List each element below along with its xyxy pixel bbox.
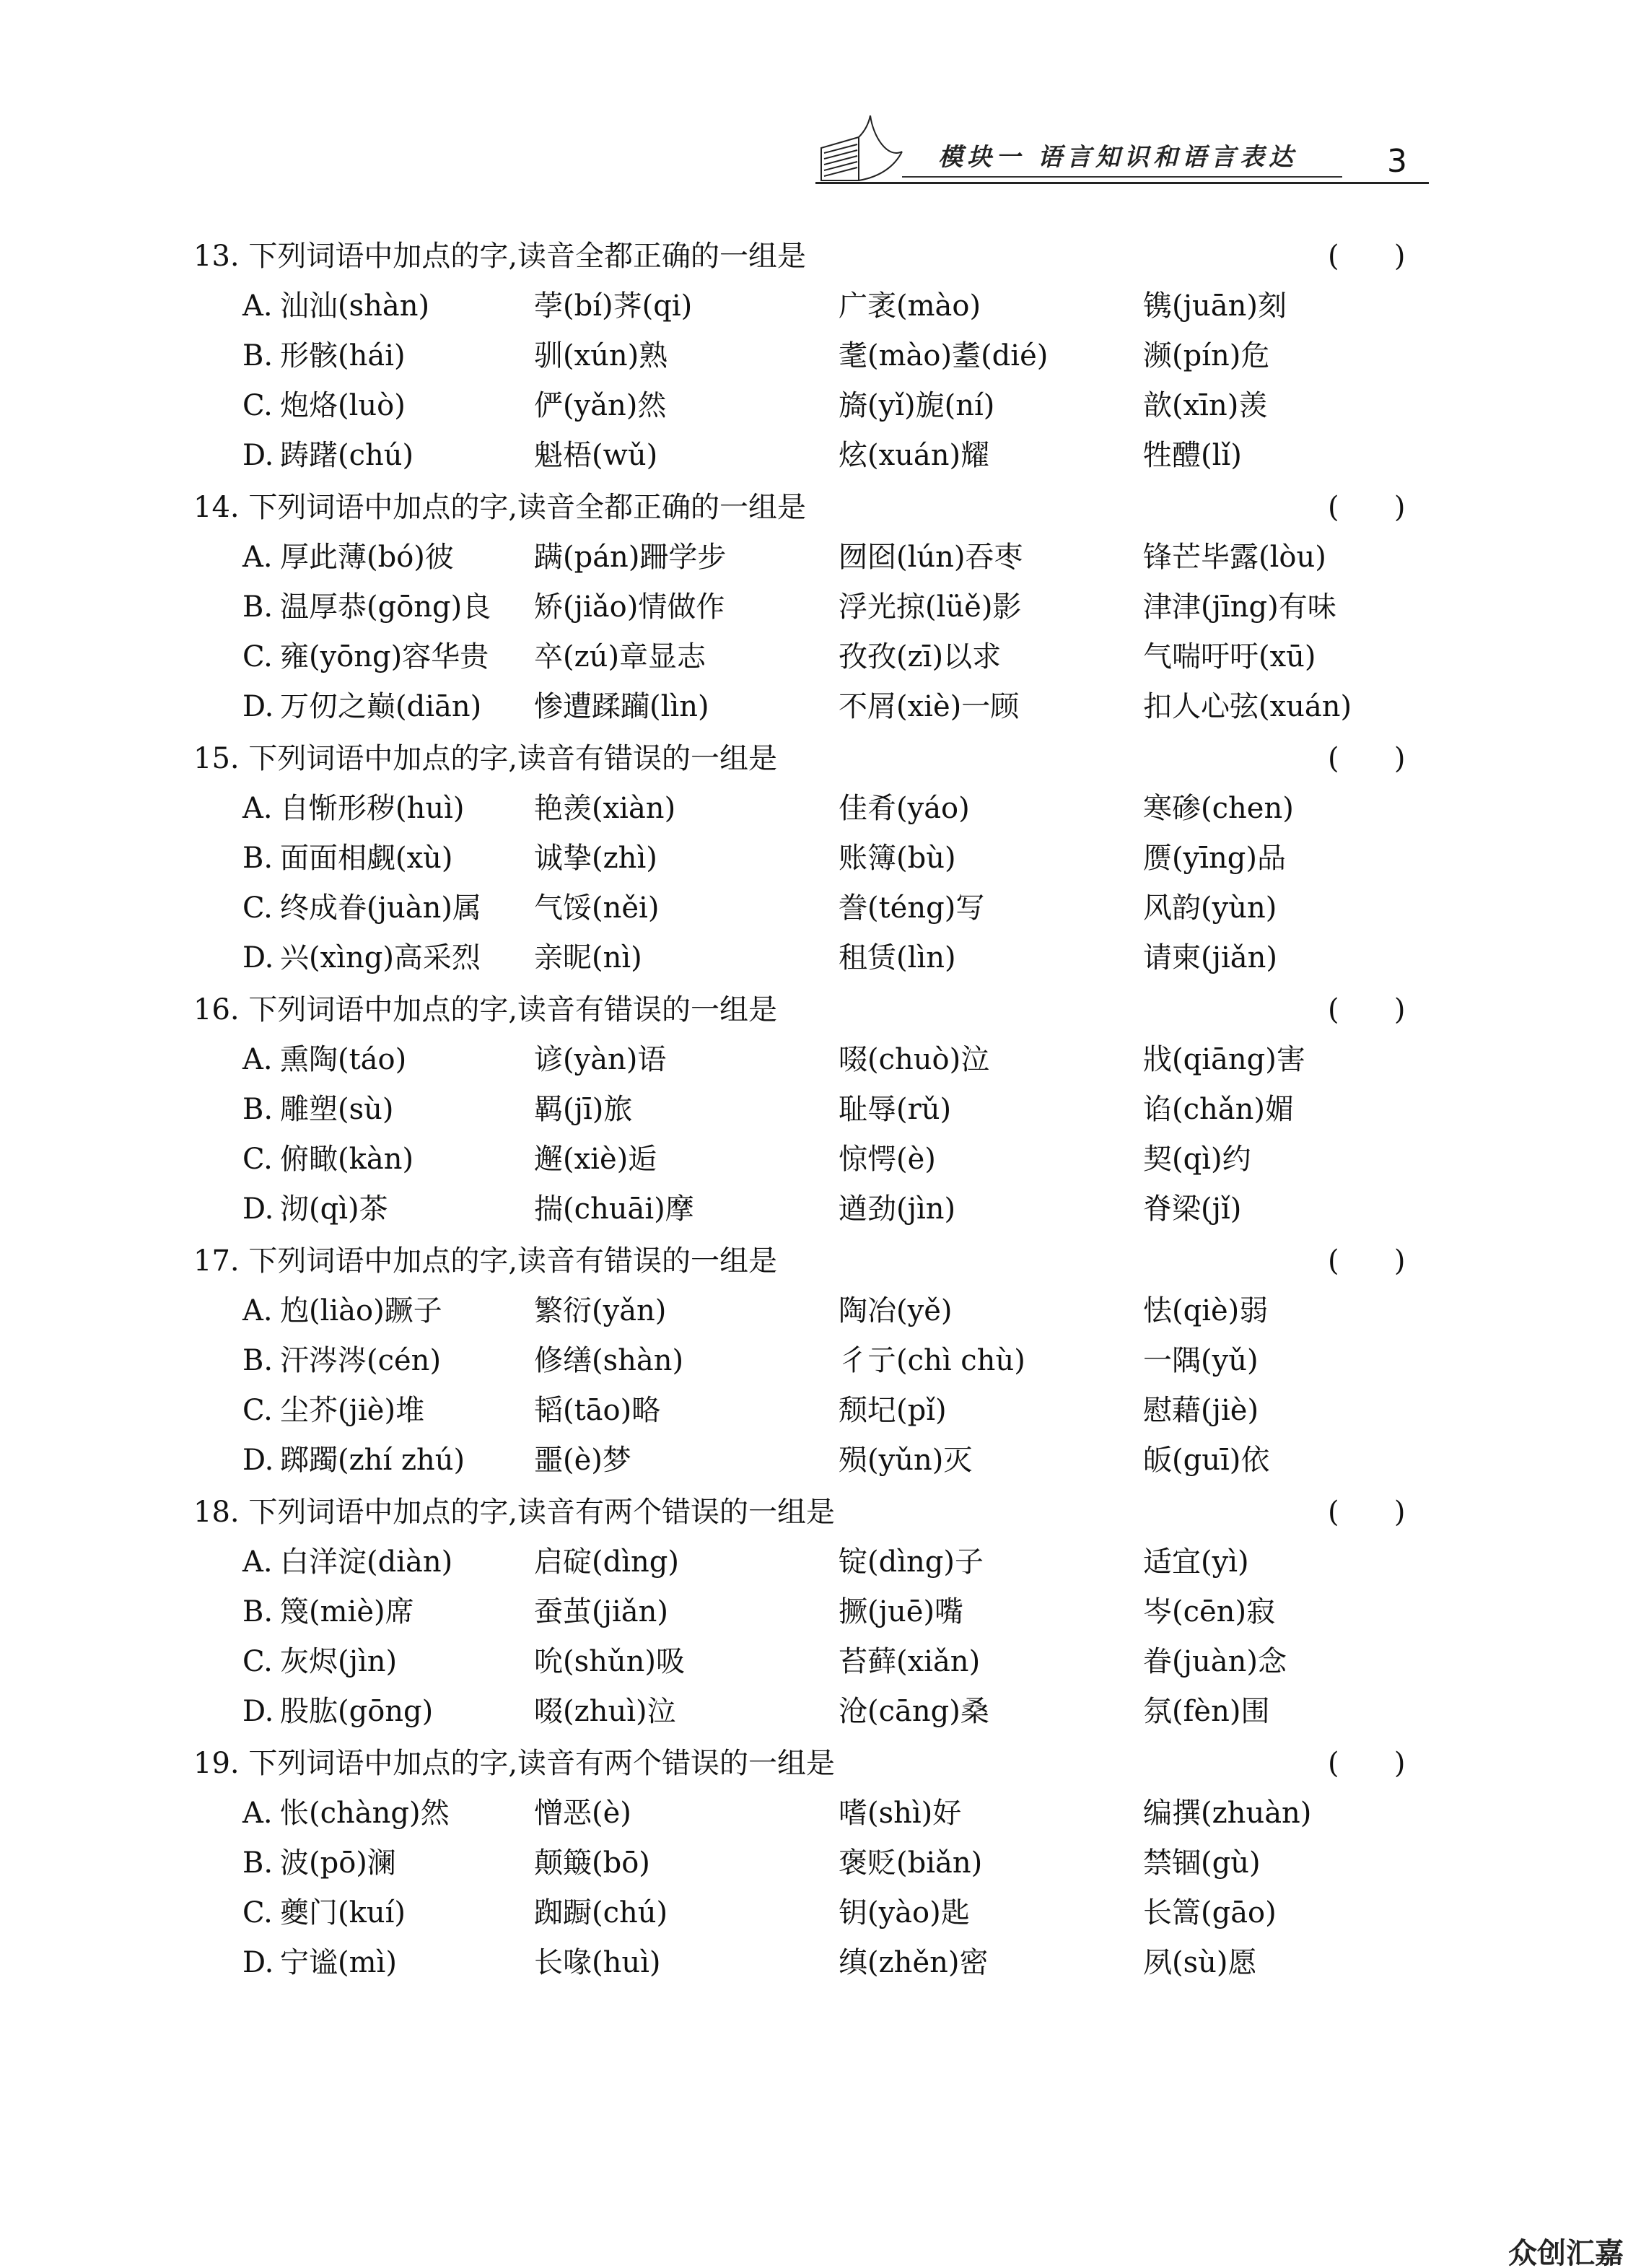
option-d[interactable]	[0, 1945, 1628, 1981]
option-label: C.	[242, 1645, 273, 1678]
option-item: 气馁(něi)	[534, 891, 660, 925]
option-label: C.	[242, 1896, 273, 1929]
option-b[interactable]	[0, 1343, 1628, 1379]
option-c[interactable]	[0, 639, 1628, 675]
option-item: 濒(pín)危	[1143, 339, 1270, 372]
option-item: 兴(xìng)高采烈	[280, 941, 481, 974]
option-item: 熏陶(táo)	[280, 1043, 407, 1076]
option-item: 启碇(dìng)	[534, 1545, 679, 1579]
option-item: 扣人心弦(xuán)	[1143, 690, 1352, 723]
option-item: 噩(è)梦	[534, 1444, 631, 1477]
option-item: 怯(qiè)弱	[1143, 1294, 1269, 1327]
option-item: 揣(chuāi)摩	[534, 1192, 694, 1226]
option-label: C.	[242, 891, 273, 925]
option-label: B.	[242, 339, 273, 372]
option-item: 遒劲(jìn)	[839, 1192, 956, 1226]
question-13	[0, 238, 1628, 489]
option-label: D.	[242, 1695, 274, 1728]
book-stack-icon	[815, 108, 916, 184]
option-d[interactable]	[0, 1191, 1628, 1227]
option-item: 踯躅(zhí zhú)	[280, 1444, 465, 1477]
option-item: 账簿(bù)	[839, 842, 956, 875]
option-label: C.	[242, 1143, 273, 1176]
option-item: 缜(zhěn)密	[839, 1946, 989, 1979]
page-header	[815, 108, 1429, 188]
option-item: 温厚恭(gōng)良	[280, 590, 491, 624]
option-item: 褒贬(biǎn)	[839, 1846, 983, 1880]
option-item: 撅(juē)嘴	[839, 1595, 964, 1628]
option-c[interactable]	[0, 1644, 1628, 1680]
option-a[interactable]	[0, 1795, 1628, 1831]
option-item: 皈(guī)依	[1143, 1444, 1270, 1477]
question-16	[0, 992, 1628, 1243]
option-item: 怅(chàng)然	[280, 1797, 450, 1830]
option-item: 一隅(yǔ)	[1143, 1344, 1259, 1377]
option-item: 镌(juān)刻	[1143, 289, 1287, 323]
option-item: 股肱(gōng)	[280, 1695, 434, 1728]
option-d[interactable]	[0, 940, 1628, 976]
option-item: 誊(téng)写	[839, 891, 985, 925]
question-stem: 19. 下列词语中加点的字,读音有两个错误的一组是	[193, 1747, 836, 1780]
option-item: 雕塑(sù)	[280, 1093, 394, 1126]
question-18	[0, 1494, 1628, 1745]
option-b[interactable]	[0, 1845, 1628, 1881]
option-item: 氛(fèn)围	[1143, 1695, 1270, 1728]
option-item: 邂(xiè)逅	[534, 1143, 657, 1176]
option-label: A.	[242, 289, 273, 323]
option-item: 夔门(kuí)	[280, 1896, 406, 1929]
option-label: D.	[242, 690, 274, 723]
page-number: 3	[1387, 143, 1407, 180]
option-a[interactable]	[0, 288, 1628, 324]
option-item: 脊梁(jǐ)	[1143, 1192, 1242, 1226]
option-item: 津津(jīng)有味	[1143, 590, 1336, 624]
option-label: C.	[242, 389, 273, 422]
option-label: D.	[242, 1444, 274, 1477]
option-item: 炫(xuán)耀	[839, 439, 990, 472]
option-item: 寒碜(chen)	[1143, 792, 1294, 825]
option-label: D.	[242, 439, 274, 472]
option-item: 禁锢(gù)	[1143, 1846, 1261, 1880]
option-item: 慰藉(jiè)	[1143, 1394, 1259, 1427]
option-item: 啜(zhuì)泣	[534, 1695, 676, 1728]
header-rule	[815, 182, 1429, 184]
option-item: 旖(yǐ)旎(ní)	[839, 389, 995, 422]
option-item: 长喙(huì)	[534, 1946, 661, 1979]
option-item: 囫囵(lún)吞枣	[839, 541, 1023, 574]
option-label: B.	[242, 1595, 273, 1628]
header-rule-thin	[902, 176, 1342, 178]
question-15	[0, 741, 1628, 992]
option-item: 繁衍(yǎn)	[534, 1294, 667, 1327]
option-item: 广袤(mào)	[839, 289, 981, 323]
option-item: 夙(sù)愿	[1143, 1946, 1257, 1979]
option-item: 炮烙(luò)	[280, 389, 406, 422]
question-stem: 18. 下列词语中加点的字,读音有两个错误的一组是	[193, 1496, 836, 1529]
question-stem: 17. 下列词语中加点的字,读音有错误的一组是	[193, 1244, 778, 1278]
option-c[interactable]	[0, 1141, 1628, 1177]
option-a[interactable]	[0, 539, 1628, 575]
option-item: 魁梧(wǔ)	[534, 439, 658, 472]
option-item: 佳肴(yáo)	[839, 792, 970, 825]
option-c[interactable]	[0, 1895, 1628, 1931]
option-item: 租赁(lìn)	[839, 941, 956, 974]
option-item: 赝(yīng)品	[1143, 842, 1286, 875]
option-item: 耻辱(rǔ)	[839, 1093, 952, 1126]
question-stem: 15. 下列词语中加点的字,读音有错误的一组是	[193, 742, 778, 775]
option-label: B.	[242, 590, 273, 624]
option-d[interactable]	[0, 437, 1628, 474]
option-d[interactable]	[0, 1442, 1628, 1478]
option-item: 尥(liào)蹶子	[280, 1294, 442, 1327]
option-label: C.	[242, 1394, 273, 1427]
option-item: 驯(xún)熟	[534, 339, 668, 372]
option-label: B.	[242, 1093, 273, 1126]
option-item: 惊愕(è)	[839, 1143, 936, 1176]
option-item: 灰烬(jìn)	[280, 1645, 398, 1678]
question-stem: 16. 下列词语中加点的字,读音有错误的一组是	[193, 993, 778, 1026]
option-d[interactable]	[0, 689, 1628, 725]
option-item: 厚此薄(bó)彼	[280, 541, 454, 574]
option-item: 吮(shǔn)吸	[534, 1645, 686, 1678]
option-b[interactable]	[0, 589, 1628, 625]
option-item: 彳亍(chì chù)	[839, 1344, 1025, 1377]
option-a[interactable]	[0, 1544, 1628, 1580]
option-item: 矫(jiǎo)情做作	[534, 590, 725, 624]
option-item: 适宜(yì)	[1143, 1545, 1249, 1579]
option-item: 踟蹰(chú)	[534, 1896, 668, 1929]
option-item: 诚挚(zhì)	[534, 842, 657, 875]
option-label: A.	[242, 1043, 273, 1076]
option-c[interactable]	[0, 890, 1628, 926]
option-a[interactable]	[0, 1042, 1628, 1078]
option-label: B.	[242, 1846, 273, 1880]
option-item: 孜孜(zī)以求	[839, 640, 1002, 673]
question-19	[0, 1745, 1628, 1997]
option-item: 啜(chuò)泣	[839, 1043, 990, 1076]
option-item: 万仞之巅(diān)	[280, 690, 482, 723]
option-item: 面面相觑(xù)	[280, 842, 453, 875]
option-item: 艳羡(xiàn)	[534, 792, 676, 825]
option-label: A.	[242, 541, 273, 574]
option-item: 蚕茧(jiǎn)	[534, 1595, 669, 1628]
option-item: 终成眷(juàn)属	[280, 891, 481, 925]
option-item: 眷(juàn)念	[1143, 1645, 1287, 1678]
option-b[interactable]	[0, 1091, 1628, 1128]
option-item: 沏(qì)茶	[280, 1192, 388, 1226]
question-stem: 13. 下列词语中加点的字,读音全都正确的一组是	[193, 240, 807, 273]
option-b[interactable]	[0, 1594, 1628, 1630]
option-label: B.	[242, 1344, 273, 1377]
option-label: B.	[242, 842, 273, 875]
option-a[interactable]	[0, 790, 1628, 826]
option-item: 白洋淀(diàn)	[280, 1545, 453, 1579]
option-item: 波(pō)澜	[280, 1846, 396, 1880]
option-item: 嗜(shì)好	[839, 1797, 962, 1830]
option-label: A.	[242, 1545, 273, 1579]
option-b[interactable]	[0, 840, 1628, 876]
option-item: 苔藓(xiǎn)	[839, 1645, 981, 1678]
option-item: 颓圮(pǐ)	[839, 1394, 947, 1427]
option-item: 歆(xīn)羡	[1143, 389, 1268, 422]
question-stem: 14. 下列词语中加点的字,读音全都正确的一组是	[193, 491, 807, 524]
option-item: 羁(jī)旅	[534, 1093, 633, 1126]
option-item: 谚(yàn)语	[534, 1043, 667, 1076]
option-item: 编撰(zhuàn)	[1143, 1797, 1312, 1830]
answer-blank[interactable]: ( )	[1328, 1496, 1406, 1529]
option-item: 尘芥(jiè)堆	[280, 1394, 425, 1427]
option-item: 蹒(pán)跚学步	[534, 541, 727, 574]
option-d[interactable]	[0, 1693, 1628, 1730]
question-14	[0, 489, 1628, 741]
option-label: D.	[242, 941, 274, 974]
option-item: 颠簸(bō)	[534, 1846, 650, 1880]
option-item: 荸(bí)荠(qi)	[534, 289, 693, 323]
option-item: 汕汕(shàn)	[280, 289, 430, 323]
answer-blank[interactable]: ( )	[1328, 742, 1406, 775]
option-item: 形骸(hái)	[280, 339, 406, 372]
option-label: D.	[242, 1946, 274, 1979]
option-item: 气喘吁吁(xū)	[1143, 640, 1316, 673]
option-item: 浮光掠(lüě)影	[839, 590, 1022, 624]
answer-blank[interactable]: ( )	[1328, 491, 1406, 524]
option-item: 陶冶(yě)	[839, 1294, 953, 1327]
option-item: 惨遭蹂躏(lìn)	[534, 690, 709, 723]
option-label: A.	[242, 1797, 273, 1830]
answer-blank[interactable]: ( )	[1328, 1747, 1406, 1780]
option-item: 戕(qiāng)害	[1143, 1043, 1305, 1076]
option-c[interactable]	[0, 388, 1628, 424]
option-item: 憎恶(è)	[534, 1797, 631, 1830]
option-label: D.	[242, 1192, 274, 1226]
option-item: 俯瞰(kàn)	[280, 1143, 414, 1176]
option-item: 俨(yǎn)然	[534, 389, 667, 422]
option-item: 钥(yào)匙	[839, 1896, 970, 1929]
option-item: 长篙(gāo)	[1143, 1896, 1277, 1929]
option-item: 修缮(shàn)	[534, 1344, 684, 1377]
option-item: 锭(dìng)子	[839, 1545, 984, 1579]
option-item: 风韵(yùn)	[1143, 891, 1277, 925]
option-label: C.	[242, 640, 273, 673]
option-item: 宁谧(mì)	[280, 1946, 397, 1979]
option-item: 谄(chǎn)媚	[1143, 1093, 1294, 1126]
answer-blank[interactable]: ( )	[1328, 993, 1406, 1026]
option-item: 请柬(jiǎn)	[1143, 941, 1278, 974]
option-a[interactable]	[0, 1293, 1628, 1329]
option-item: 卒(zú)章显志	[534, 640, 706, 673]
header-title: 模块一 语言知识和语言表达	[938, 143, 1297, 172]
option-item: 岑(cēn)寂	[1143, 1595, 1276, 1628]
option-item: 雍(yōng)容华贵	[280, 640, 489, 673]
option-label: A.	[242, 792, 273, 825]
watermark-logo: 众创汇嘉	[1508, 2237, 1624, 2268]
answer-blank[interactable]: ( )	[1328, 1244, 1406, 1278]
option-item: 沧(cāng)桑	[839, 1695, 989, 1728]
answer-blank[interactable]: ( )	[1328, 240, 1406, 273]
option-item: 篾(miè)席	[280, 1595, 414, 1628]
option-item: 踌躇(chú)	[280, 439, 414, 472]
option-item: 殒(yǔn)灭	[839, 1444, 973, 1477]
option-item: 自惭形秽(huì)	[280, 792, 465, 825]
option-item: 韬(tāo)略	[534, 1394, 661, 1427]
option-item: 契(qì)约	[1143, 1143, 1251, 1176]
option-item: 耄(mào)耋(dié)	[839, 339, 1049, 372]
option-item: 不屑(xiè)一顾	[839, 690, 1020, 723]
option-c[interactable]	[0, 1392, 1628, 1429]
option-label: A.	[242, 1294, 273, 1327]
option-item: 牲醴(lǐ)	[1143, 439, 1242, 472]
option-b[interactable]	[0, 338, 1628, 374]
question-17	[0, 1243, 1628, 1494]
option-item: 锋芒毕露(lòu)	[1143, 541, 1326, 574]
option-item: 汗涔涔(cén)	[280, 1344, 442, 1377]
option-item: 亲昵(nì)	[534, 941, 642, 974]
